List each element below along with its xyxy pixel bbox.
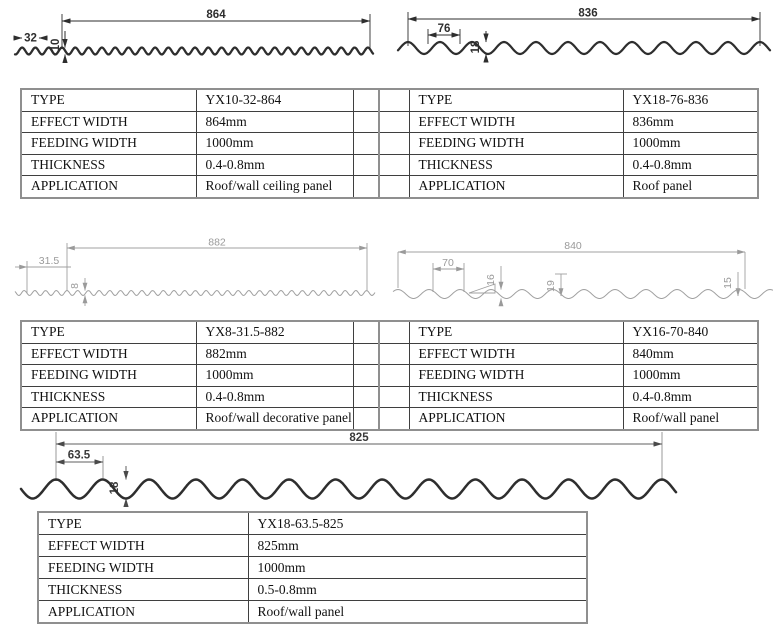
table-row	[21, 133, 379, 155]
table-row	[21, 89, 379, 111]
spacer-cell	[379, 133, 409, 155]
spec-value: 1000mm	[623, 133, 758, 155]
spec-label: THICKNESS	[21, 154, 196, 176]
spec-value: 864mm	[196, 111, 353, 133]
spec-value: YX8-31.5-882	[196, 321, 353, 343]
spec-value: Roof/wall panel	[248, 601, 587, 624]
spec-label: TYPE	[38, 512, 248, 535]
spec-value: YX18-76-836	[623, 89, 758, 111]
table-row	[38, 557, 587, 579]
spec-value: 0.4-0.8mm	[623, 386, 758, 408]
table-row	[379, 111, 758, 133]
spec-label: THICKNESS	[21, 386, 196, 408]
profile-drawing-yx18-63.5-825	[18, 432, 718, 510]
spec-label: APPLICATION	[21, 176, 196, 198]
table-row	[379, 176, 758, 198]
table-row	[379, 408, 758, 430]
height-dim-label: 10	[50, 38, 62, 52]
spacer-cell	[379, 154, 409, 176]
spec-label: FEEDING WIDTH	[409, 133, 623, 155]
spec-value: 1000mm	[196, 133, 353, 155]
spec-label: THICKNESS	[409, 154, 623, 176]
spec-label: TYPE	[21, 321, 196, 343]
spacer-cell	[353, 386, 379, 408]
spec-value: 0.4-0.8mm	[623, 154, 758, 176]
spec-label: THICKNESS	[38, 579, 248, 601]
table-row	[379, 321, 758, 343]
spacer-cell	[353, 133, 379, 155]
spec-label: APPLICATION	[409, 176, 623, 198]
spec-label: APPLICATION	[409, 408, 623, 430]
overall-dim-label: 836	[578, 7, 598, 20]
spec-value: Roof/wall ceiling panel	[196, 176, 353, 198]
spacer-cell	[353, 154, 379, 176]
profile-drawing-yx10-32-864	[15, 6, 377, 64]
height-dim-label: 18	[109, 481, 121, 495]
pitch-dim-label: 70	[442, 257, 454, 269]
spec-label: APPLICATION	[38, 601, 248, 624]
spacer-cell	[353, 408, 379, 430]
spec-table-yx18-76-836	[378, 88, 759, 199]
spec-value: 0.4-0.8mm	[196, 386, 353, 408]
table-row	[38, 601, 587, 624]
spec-label: FEEDING WIDTH	[21, 365, 196, 387]
table-row	[21, 386, 379, 408]
pitch-dim-label: 63.5	[67, 449, 91, 462]
table-row	[379, 365, 758, 387]
wave-profile	[393, 290, 773, 299]
spec-table-yx8-31.5-882	[20, 320, 380, 431]
height-dim-label: 18	[470, 40, 482, 54]
wave-profile	[15, 291, 375, 296]
pitch-dim-label: 31.5	[38, 255, 60, 267]
spec-value: YX10-32-864	[196, 89, 353, 111]
spec-value: Roof/wall panel	[623, 408, 758, 430]
spacer-cell	[379, 89, 409, 111]
height-dim-label: 8	[69, 283, 81, 289]
overall-dim-label: 840	[564, 240, 582, 252]
spacer-cell	[353, 365, 379, 387]
spec-table-yx10-32-864	[20, 88, 380, 199]
spec-label: EFFECT WIDTH	[38, 535, 248, 557]
spec-table-yx18-63.5-825	[37, 511, 588, 624]
spec-label: TYPE	[21, 89, 196, 111]
spacer-cell	[353, 343, 379, 365]
table-row	[38, 535, 587, 557]
spec-value: Roof panel	[623, 176, 758, 198]
spec-value: 836mm	[623, 111, 758, 133]
spacer-cell	[353, 321, 379, 343]
spec-value: 0.4-0.8mm	[196, 154, 353, 176]
spec-value: Roof/wall decorative panel	[196, 408, 353, 430]
spec-label: APPLICATION	[21, 408, 196, 430]
spacer-cell	[379, 408, 409, 430]
overall-dim-label: 864	[206, 9, 226, 21]
spec-value: YX18-63.5-825	[248, 512, 587, 535]
spec-label: THICKNESS	[409, 386, 623, 408]
wave-profile	[398, 42, 770, 54]
spec-value: 1000mm	[623, 365, 758, 387]
spec-label: EFFECT WIDTH	[409, 343, 623, 365]
spec-value: 840mm	[623, 343, 758, 365]
edge-height-dim-label: 15	[722, 277, 734, 289]
table-row	[379, 343, 758, 365]
spec-value: 1000mm	[196, 365, 353, 387]
table-row	[21, 408, 379, 430]
spec-value: 882mm	[196, 343, 353, 365]
height-dim-label: 16	[485, 274, 497, 286]
table-row	[379, 386, 758, 408]
mid-height-dim-label: 19	[545, 280, 557, 292]
spec-value: YX16-70-840	[623, 321, 758, 343]
pitch-dim-label: 76	[437, 23, 451, 35]
spec-label: FEEDING WIDTH	[409, 365, 623, 387]
spacer-cell	[379, 321, 409, 343]
wave-profile	[15, 48, 373, 55]
table-row	[21, 343, 379, 365]
table-row	[379, 133, 758, 155]
table-row	[21, 154, 379, 176]
spacer-cell	[353, 111, 379, 133]
spec-label: TYPE	[409, 89, 623, 111]
overall-dim-label: 882	[208, 236, 226, 249]
profile-drawing-yx18-76-836	[398, 6, 770, 62]
spacer-cell	[353, 89, 379, 111]
spec-value: 0.5-0.8mm	[248, 579, 587, 601]
spec-label: EFFECT WIDTH	[21, 111, 196, 133]
profile-drawing-yx8-31.5-882	[15, 236, 377, 312]
spec-value: 825mm	[248, 535, 587, 557]
table-row	[379, 154, 758, 176]
spec-table-yx16-70-840	[378, 320, 759, 431]
spacer-cell	[379, 111, 409, 133]
spec-label: TYPE	[409, 321, 623, 343]
overall-dim-label: 825	[349, 432, 369, 444]
table-row	[379, 89, 758, 111]
spec-label: FEEDING WIDTH	[38, 557, 248, 579]
table-row	[21, 321, 379, 343]
spacer-cell	[379, 386, 409, 408]
table-row	[21, 111, 379, 133]
pitch-dim-label: 32	[24, 32, 37, 45]
profile-drawing-yx16-70-840	[393, 236, 773, 312]
spacer-cell	[379, 176, 409, 198]
spec-label: EFFECT WIDTH	[409, 111, 623, 133]
spacer-cell	[353, 176, 379, 198]
spacer-cell	[379, 343, 409, 365]
spec-label: EFFECT WIDTH	[21, 343, 196, 365]
table-row	[38, 512, 587, 535]
table-row	[21, 365, 379, 387]
spec-value: 1000mm	[248, 557, 587, 579]
table-row	[38, 579, 587, 601]
spacer-cell	[379, 365, 409, 387]
spec-label: FEEDING WIDTH	[21, 133, 196, 155]
table-row	[21, 176, 379, 198]
